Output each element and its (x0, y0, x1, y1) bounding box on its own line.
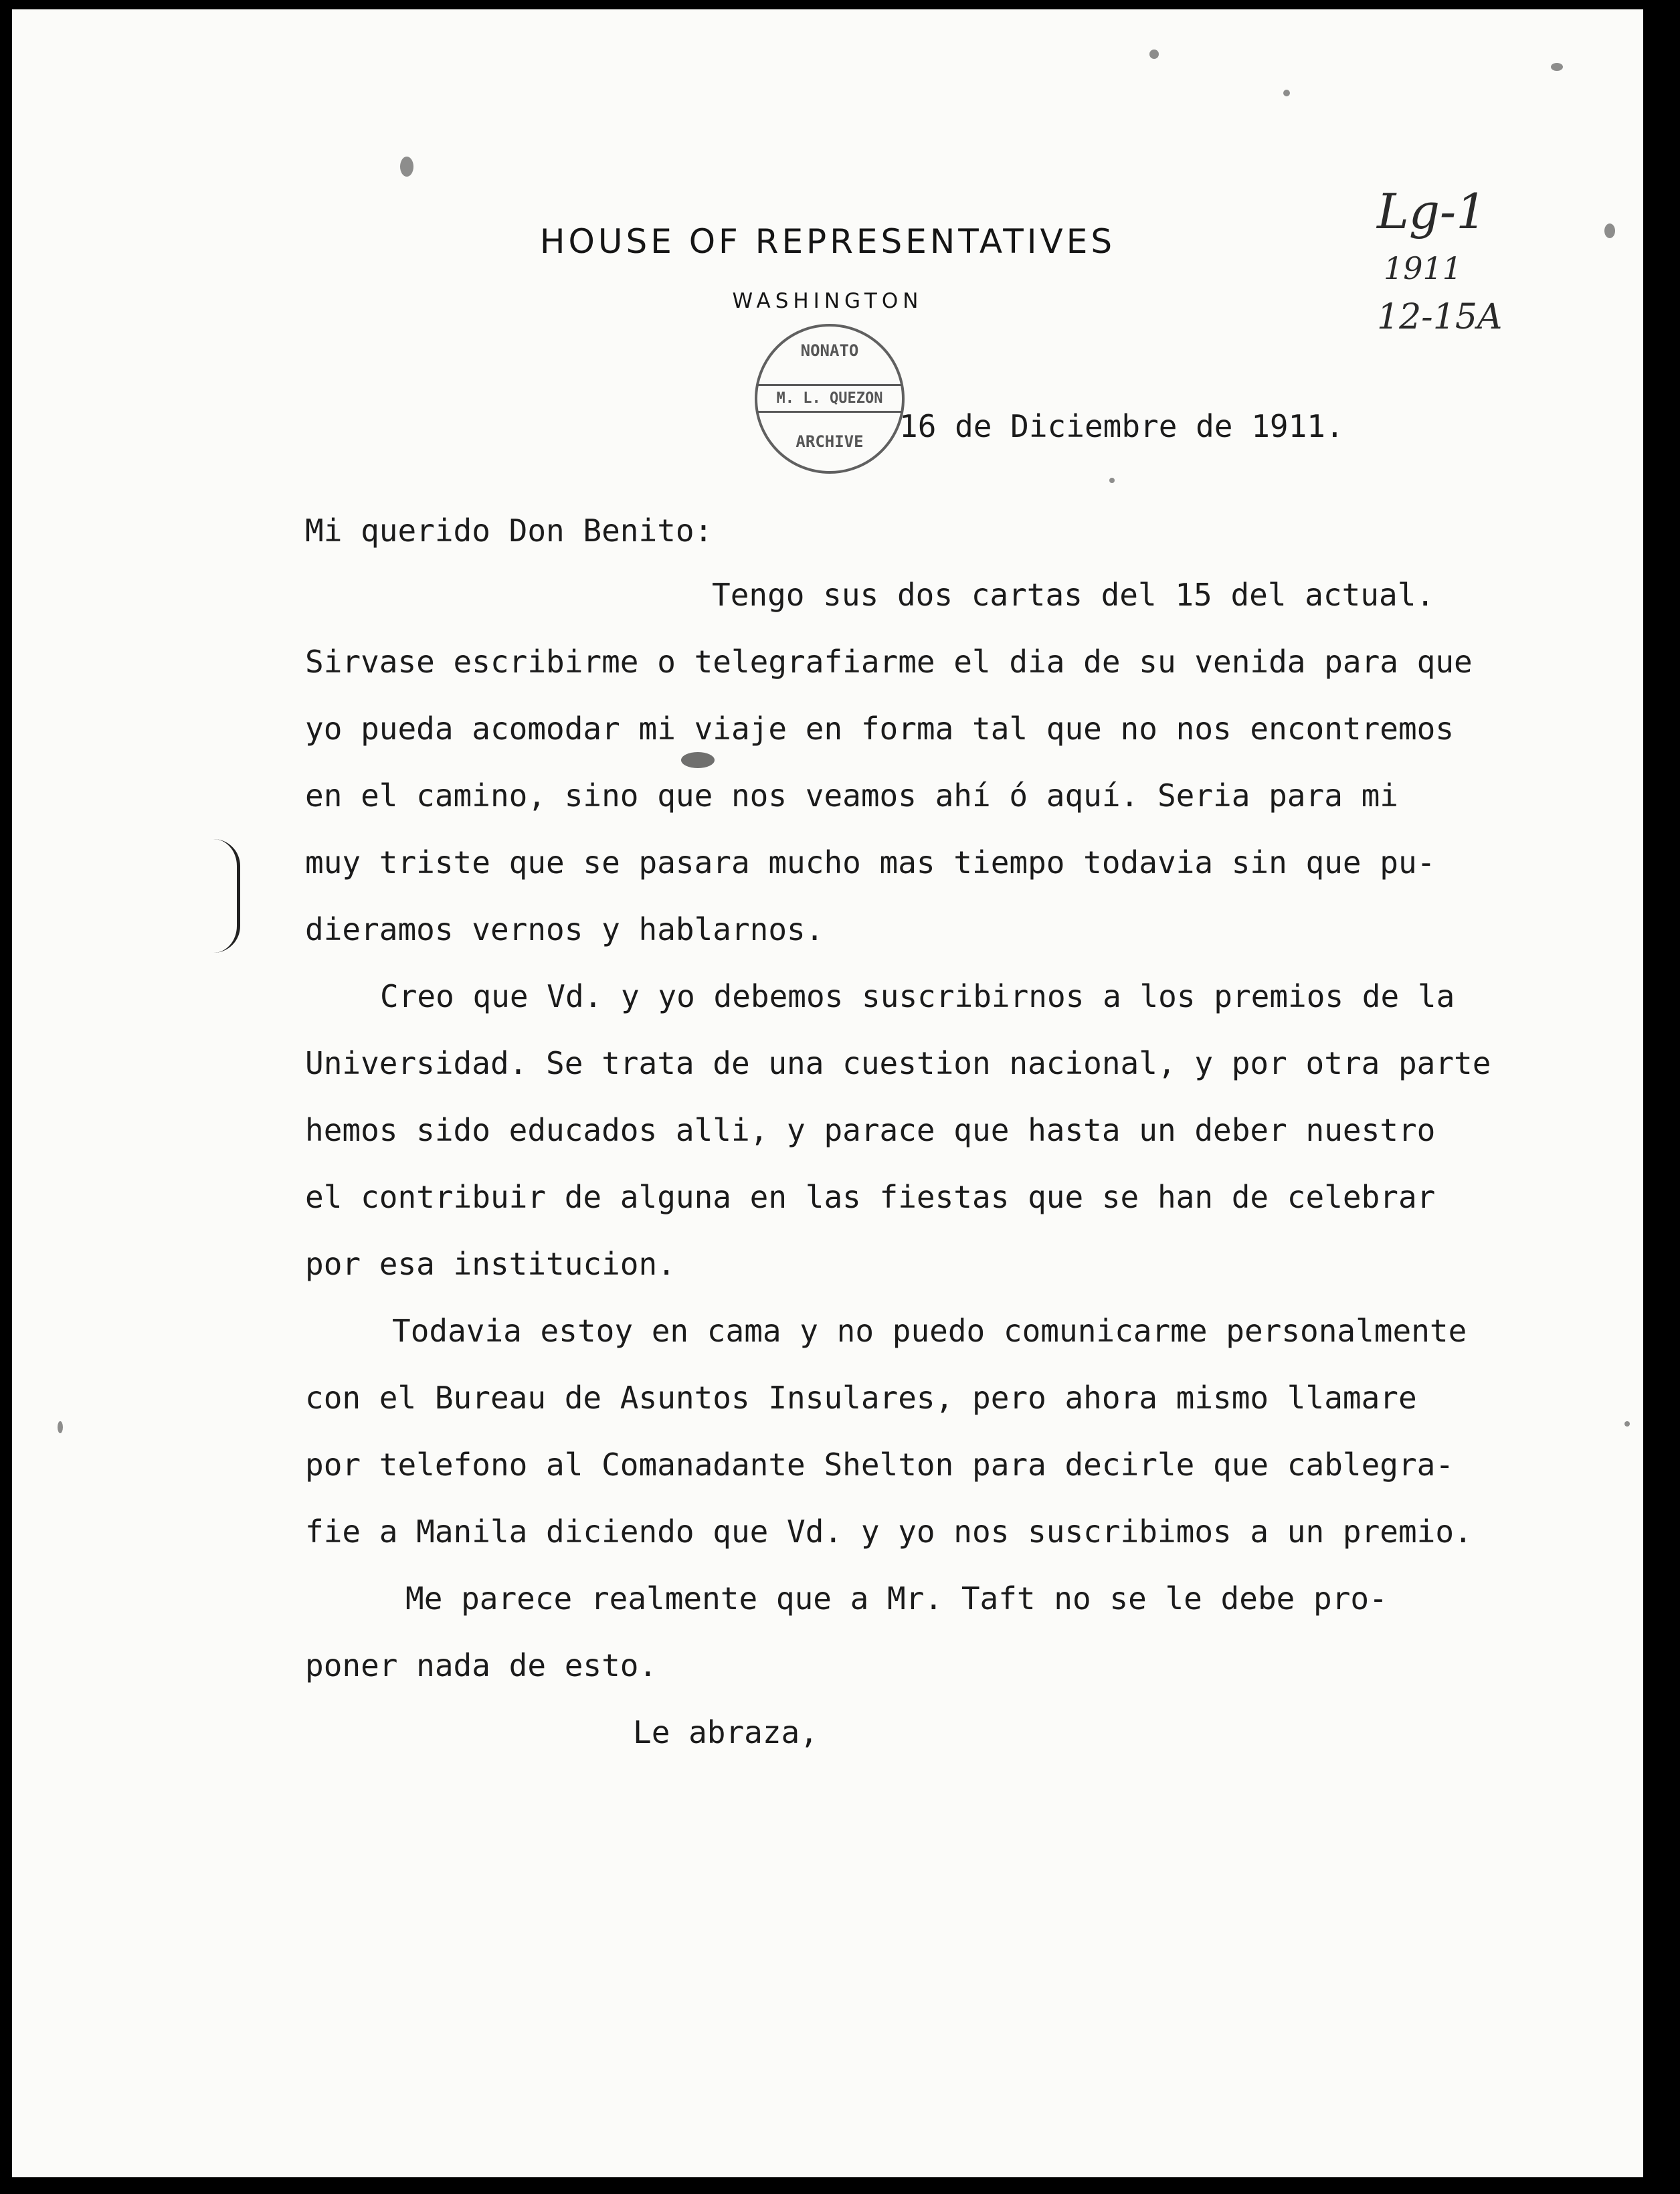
letter-line: yo pueda acomodar mi viaje en forma tal que no nos encontremos (305, 711, 1455, 747)
letter-line: por esa institucion. (305, 1246, 676, 1282)
stamp-line1: NONATO (800, 341, 859, 360)
stamp-line2: M. L. QUEZON (757, 384, 902, 413)
letter-line: por telefono al Comanadante Shelton para decirle que cablegra- (305, 1447, 1455, 1483)
letter-sheet (12, 9, 1643, 2177)
letter-line: Creo que Vd. y yo debemos suscribirnos a los premios de la (380, 978, 1455, 1014)
letter-line: Sirvase escribirme o telegrafiarme el dia de su venida para que (305, 644, 1473, 680)
scan-speck (400, 157, 413, 177)
letter-line: con el Bureau de Asuntos Insulares, pero ahora mismo llamare (305, 1380, 1417, 1416)
letter-line: poner nada de esto. (305, 1647, 658, 1683)
archive-annotation-line2: 1911 (1384, 250, 1463, 286)
letter-line: Todavia estoy en cama y no puedo comunicarme personalmente (392, 1313, 1467, 1349)
letter-line: en el camino, sino que nos veamos ahí ó aquí. Seria para mi (305, 778, 1398, 814)
scan-speck (1624, 1421, 1630, 1427)
scan-speck (1109, 478, 1115, 483)
letter-line: fie a Manila diciendo que Vd. y yo nos suscribimos a un premio. (305, 1514, 1473, 1550)
stamp-line3: ARCHIVE (796, 432, 864, 451)
scan-speck (1149, 50, 1159, 59)
letter-line: hemos sido educados alli, y parace que hasta un deber nuestro (305, 1112, 1436, 1148)
letterhead-title: HOUSE OF REPRESENTATIVES (539, 222, 1116, 261)
archive-annotation-line3: 12-15A (1377, 297, 1503, 337)
letter-line: Me parece realmente que a Mr. Taft no se le debe pro- (405, 1580, 1388, 1617)
letter-salutation: Mi querido Don Benito: (305, 513, 713, 549)
letter-date: 16 de Diciembre de 1911. (899, 408, 1344, 444)
letter-closing: Le abraza, (633, 1714, 818, 1750)
letter-line: muy triste que se pasara mucho mas tiempo todavia sin que pu- (305, 844, 1436, 881)
scan-speck (58, 1421, 63, 1433)
archive-stamp (755, 324, 905, 474)
scan-speck (1283, 90, 1290, 96)
letter-line: Tengo sus dos cartas del 15 del actual. (712, 577, 1435, 613)
scan-speck (681, 752, 715, 768)
letter-line: Universidad. Se trata de una cuestion nacional, y por otra parte (305, 1045, 1491, 1081)
archive-annotation-line1: Lg-1 (1377, 183, 1487, 240)
letter-line: dieramos vernos y hablarnos. (305, 911, 824, 947)
letterhead-city: WASHINGTON (732, 289, 923, 313)
letter-line: el contribuir de alguna en las fiestas que se han de celebrar (305, 1179, 1436, 1215)
margin-bracket-mark (213, 839, 240, 953)
scan-speck (1551, 63, 1563, 71)
